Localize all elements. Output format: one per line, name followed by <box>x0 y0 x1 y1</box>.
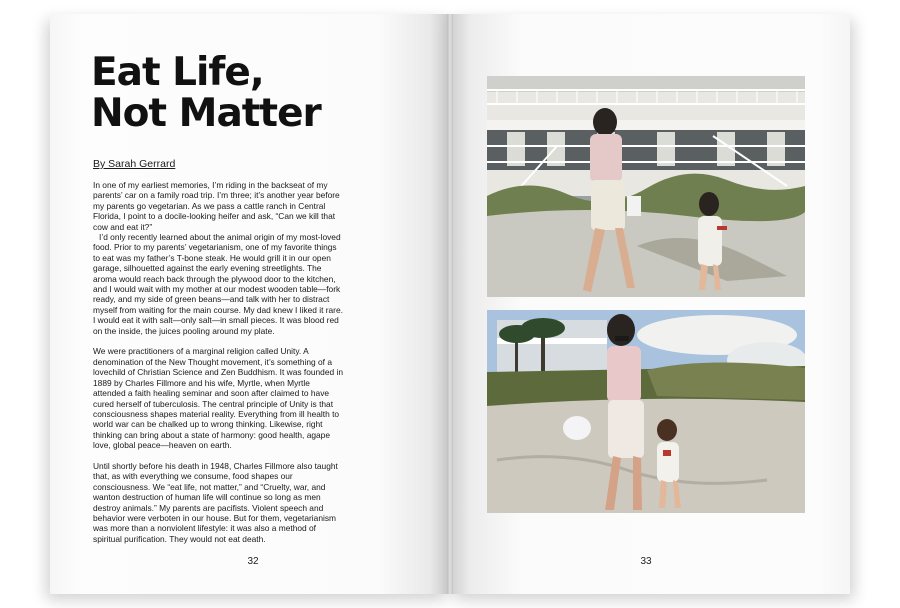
article-title: Eat Life, Not Matter <box>91 50 321 136</box>
spine-gutter <box>447 14 453 594</box>
paragraph: In one of my earliest memories, I’m riding in the backseat of my parents’ car on a family road trip. I’m three; it’s another year before my parents go vegetarian. As we pass a cattle ranch in Central Florida, I point to a docile-looking heifer and ask, “Can we kill that cow and eat it?” <box>93 180 340 232</box>
photo-beach-house <box>487 76 805 297</box>
page-number: 32 <box>247 556 259 567</box>
article-body <box>93 180 343 555</box>
paragraph: I’d only recently learned about the animal origin of my most-loved food. Prior to my parents’ vegetarianism, one of my favorite things to eat was my father’s T-bone steak. He would grill it in our open garage, silhouetted against the early evening streetlights. The aroma would reach back through the plywood door to the kitchen, and I would wait with my mother at our modest wooden table—fork ready, and my side of green beans—and talk with her to distract myself from waiting for the main course. My dad knew I liked it rare. I would eat it with salt—only salt—in small pieces. It was blood red on the inside, the juices pooling around my plate. <box>93 232 343 336</box>
paragraph: Until shortly before his death in 1948, Charles Fillmore also taught that, as with everything we consume, food shapes our consciousness. We “eat life, not matter,” and “Cruelty, war, and wanton destruction of human life will continue so long as men destroy animals.” My parents are pacifists. Violent speech and behavior were verboten in our house. But for them, vegetarianism was more than a nonviolent lifestyle: it was also a method of spiritual purification. They would not eat death. <box>93 460 338 544</box>
page-number: 33 <box>640 556 652 567</box>
photo-beach-walk <box>487 310 805 513</box>
right-page <box>450 14 850 594</box>
byline[interactable]: By Sarah Gerrard <box>93 158 176 170</box>
magazine-spread <box>50 14 850 594</box>
left-page <box>50 14 450 594</box>
paragraph: We were practitioners of a marginal religion called Unity. A denomination of the New Thought movement, it’s something of a lovechild of Christian Science and Zen Buddhism. It was founded in 1889 by Charles Fillmore and his wife, Myrtle, when Myrtle attended a faith healing seminar and soon after claimed to have cured herself of tuberculosis. The central principle of Unity is that consciousness shapes material reality. Everything from ill health to world war can be chalked up to wrong thinking. Likewise, right thinking can bring about a state of harmony: good health, agape love, global peace—heaven on earth. <box>93 346 343 451</box>
